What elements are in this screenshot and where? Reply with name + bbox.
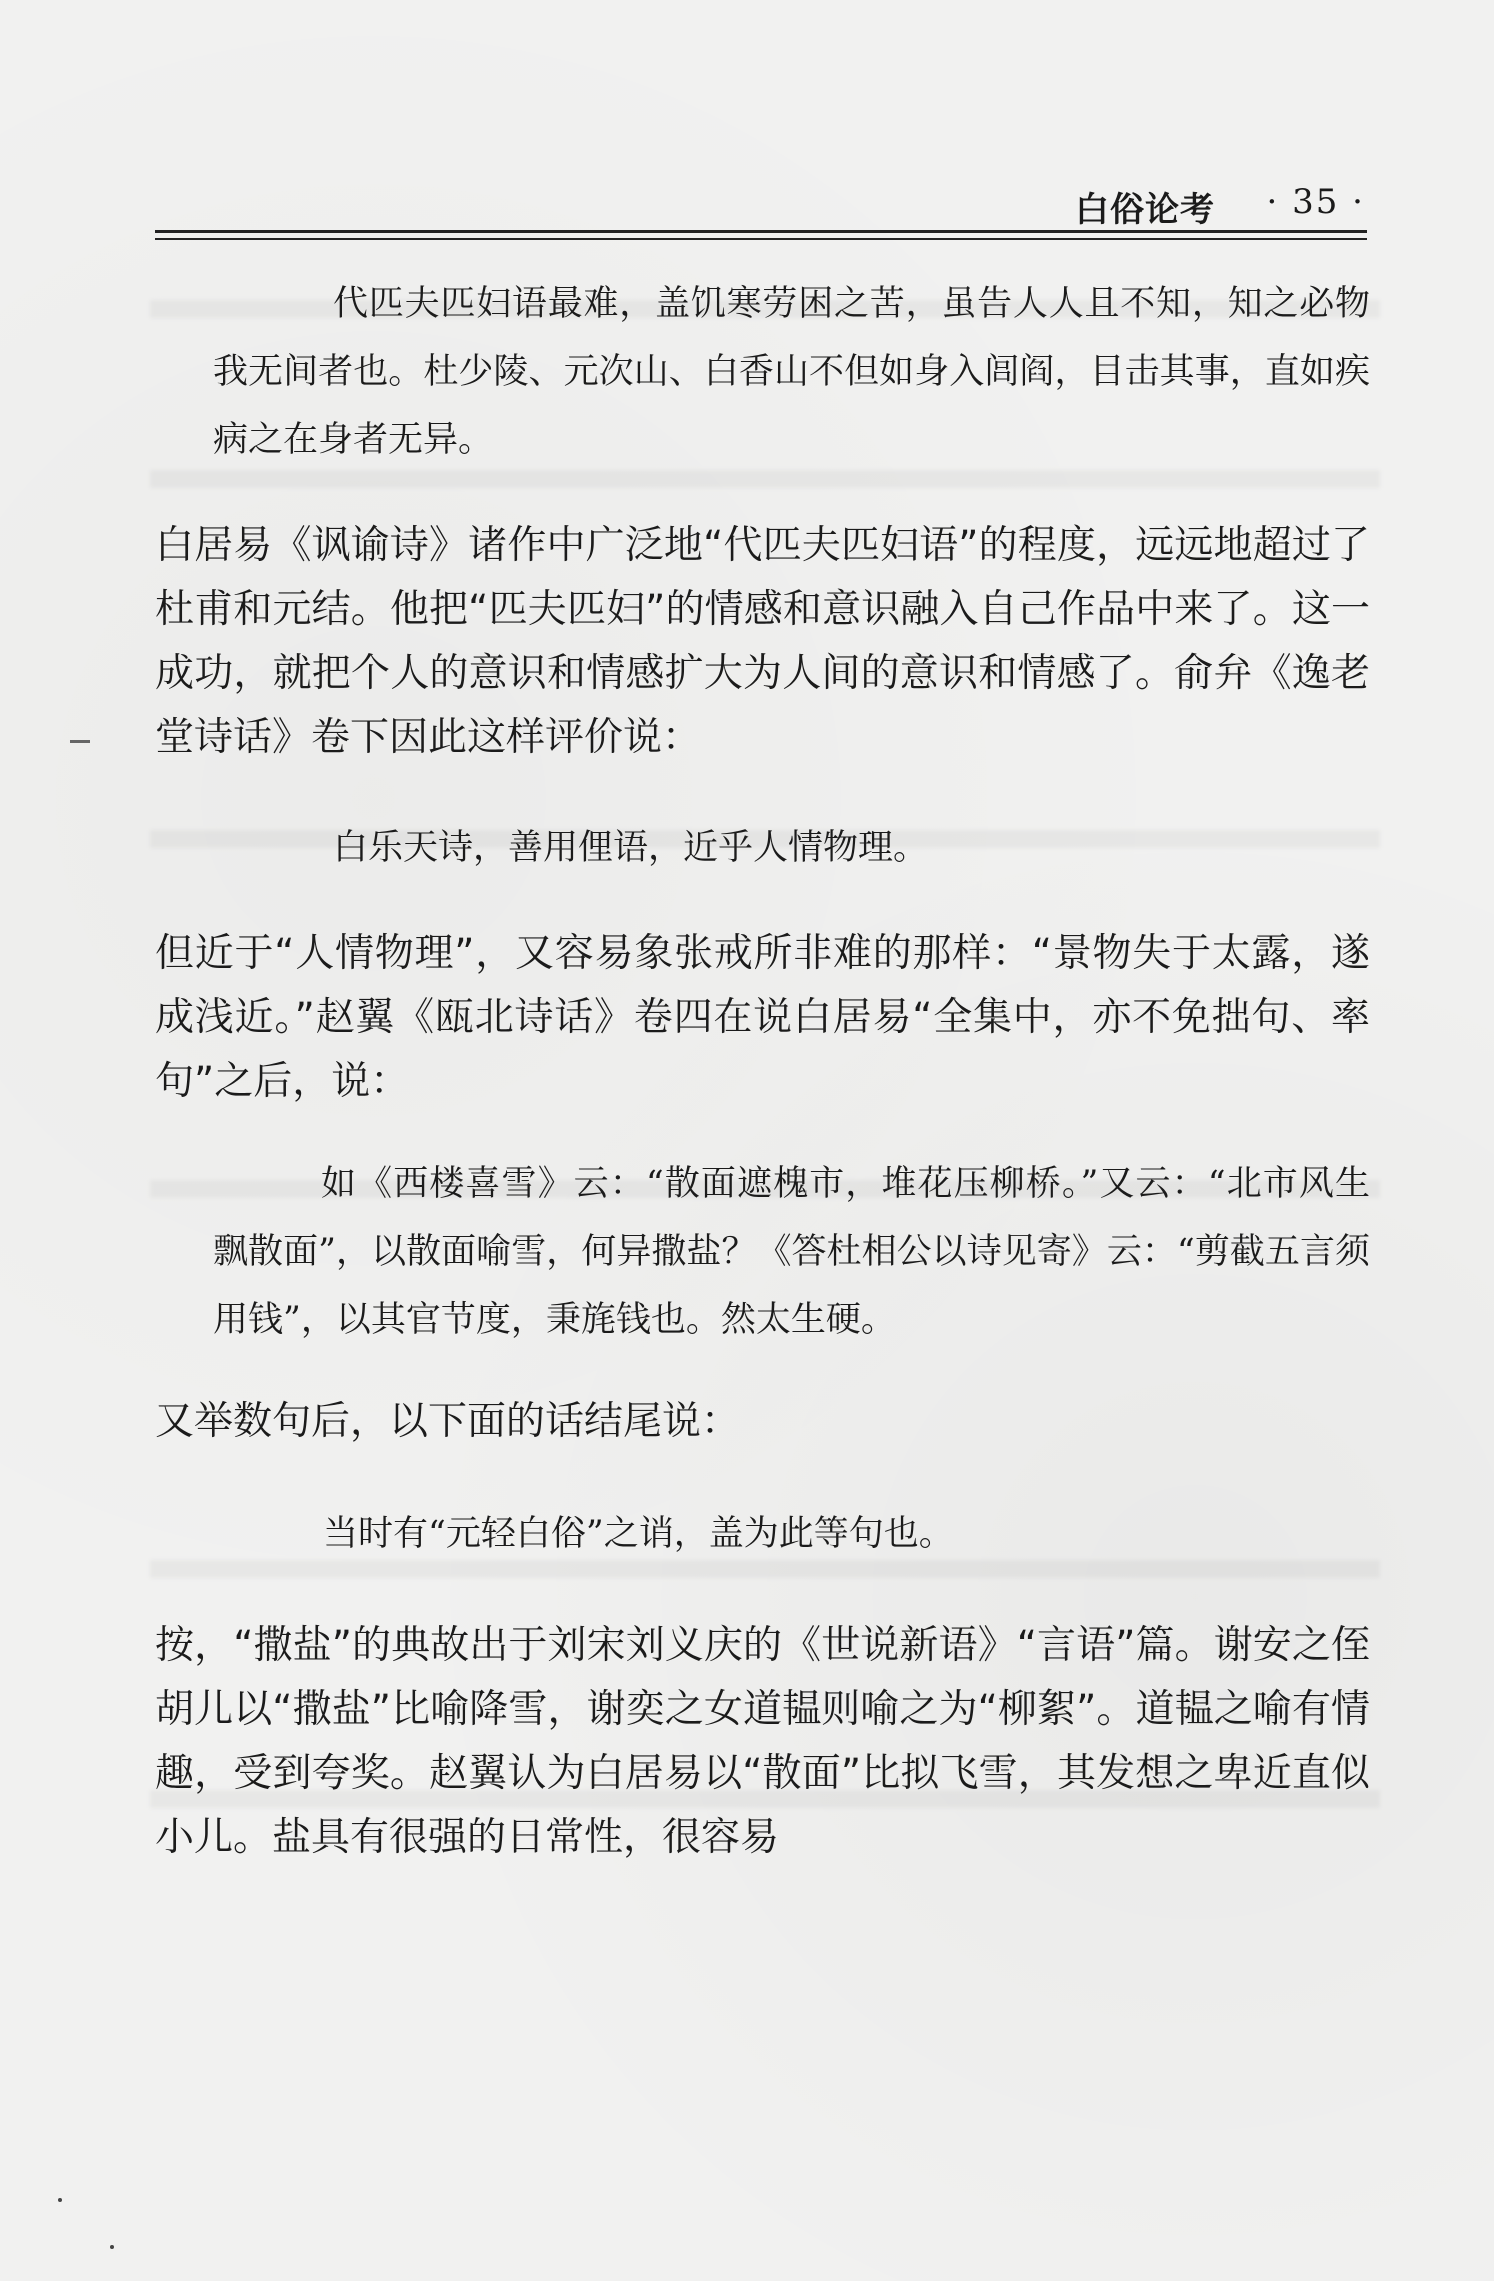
block-quote: 代匹夫匹妇语最难，盖饥寒劳困之苦，虽告人人且不知，知之必物我无间者也。杜少陵、元次山、白香山不但如身入闾阎，目击其事，直如疾病之在身者无异。 xyxy=(213,284,1370,460)
block-quote: 白乐天诗，善用俚语，近乎人情物理。 xyxy=(333,828,929,868)
body-paragraph: 但近于“人情物理”，又容易象张戒所非难的那样：“景物失于太露，遂成浅近。”赵翼《瓯北诗话》卷四在说白居易“全集中，亦不免拙句、率句”之后，说： xyxy=(155,931,1370,1104)
header-rule-thin xyxy=(155,238,1367,240)
page-number: · 35 · xyxy=(1266,182,1365,222)
running-header xyxy=(155,170,1365,230)
speck xyxy=(110,2245,114,2249)
header-title: 白俗论考 xyxy=(1075,190,1215,230)
margin-mark xyxy=(70,740,90,743)
page-body xyxy=(155,270,1370,1870)
block-quote: 如《西楼喜雪》云：“散面遮槐市，堆花压柳桥。”又云：“北市风生飘散面”，以散面喻雪，何异撒盐？《答杜相公以诗见寄》云：“剪截五言须用钱”，以其官节度，秉旄钱也。然太生硬。 xyxy=(213,1164,1370,1340)
body-paragraph: 白居易《讽谕诗》诸作中广泛地“代匹夫匹妇语”的程度，远远地超过了杜甫和元结。他把“匹夫匹妇”的情感和意识融入自己作品中来了。这一成功，就把个人的意识和情感扩大为人间的意识和情感了。俞弁《逸老堂诗话》卷下因此这样评价说： xyxy=(155,523,1370,760)
body-paragraph: 又举数句后，以下面的话结尾说： xyxy=(155,1399,741,1444)
header-rule xyxy=(155,230,1367,233)
block-quote: 当时有“元轻白俗”之诮，盖为此等句也。 xyxy=(323,1514,954,1554)
speck xyxy=(58,2198,62,2202)
body-paragraph: 按，“撒盐”的典故出于刘宋刘义庆的《世说新语》“言语”篇。谢安之侄胡儿以“撒盐”比喻降雪，谢奕之女道韫则喻之为“柳絮”。道韫之喻有情趣，受到夸奖。赵翼认为白居易以“散面”比拟飞雪，其发想之卑近直似小儿。盐具有很强的日常性，很容易 xyxy=(155,1623,1370,1860)
